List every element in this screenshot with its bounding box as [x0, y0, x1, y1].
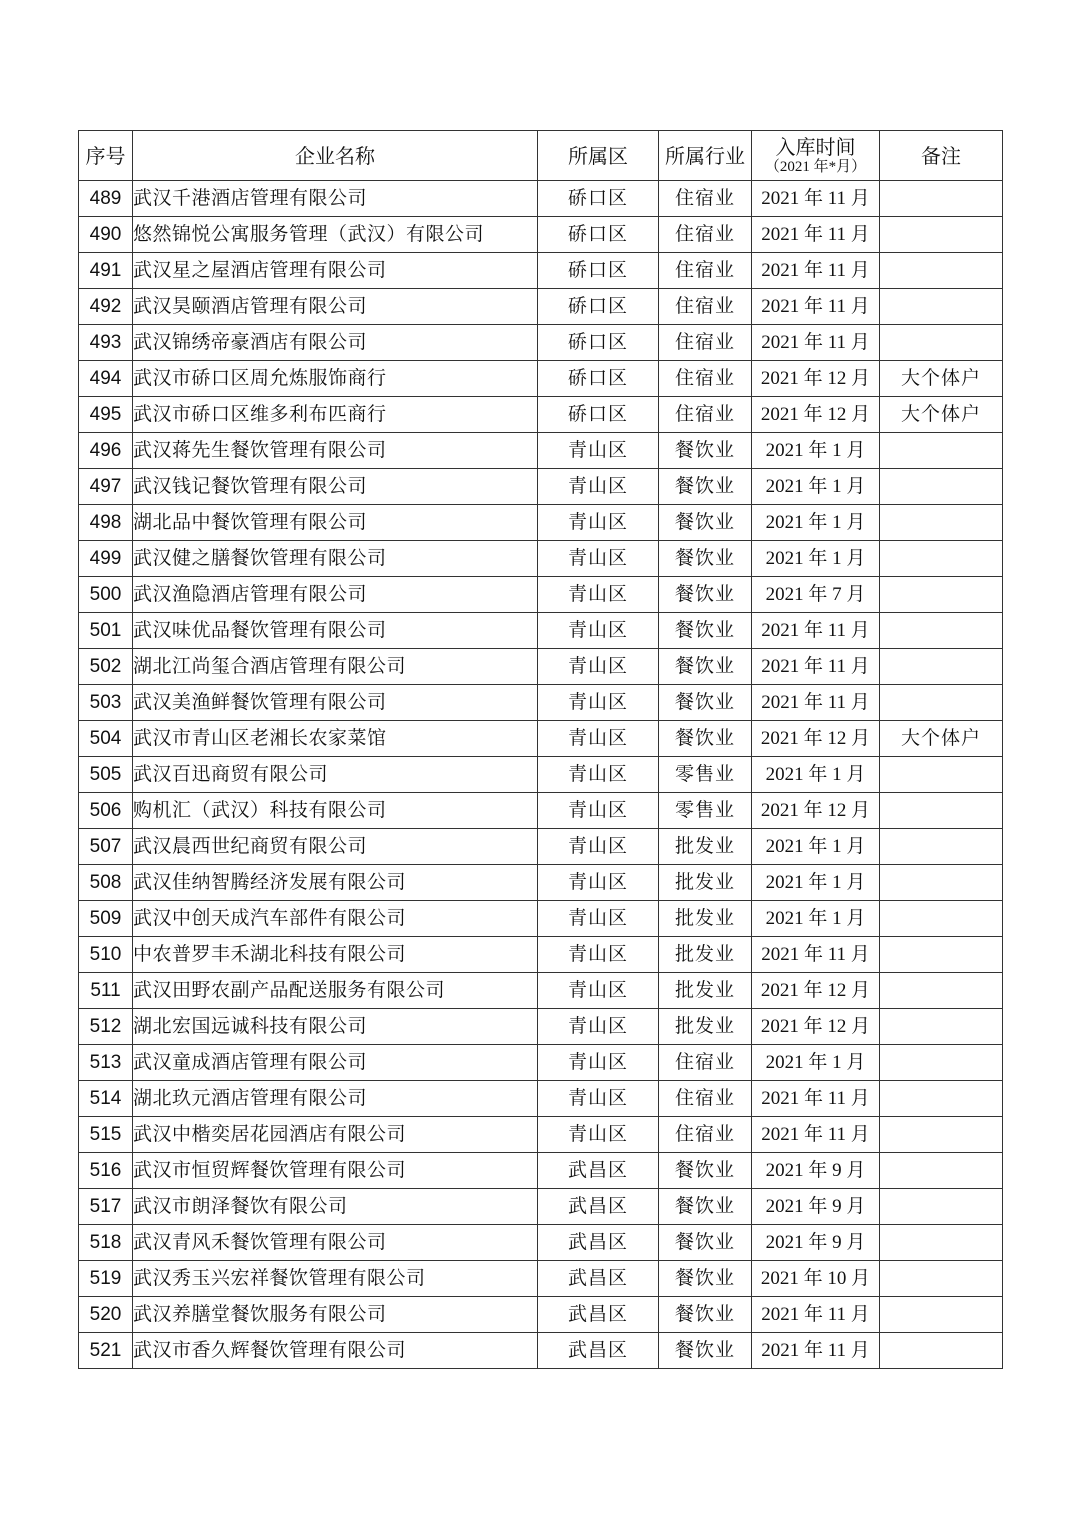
cell-industry: 批发业	[659, 901, 752, 937]
cell-district: 青山区	[538, 973, 659, 1009]
table-row	[79, 865, 1003, 901]
header-name: 企业名称	[133, 131, 538, 181]
cell-entry-time: 2021 年 11 月	[752, 181, 880, 217]
table-row	[79, 757, 1003, 793]
table-row	[79, 1153, 1003, 1189]
cell-note	[880, 973, 1003, 1009]
document-page	[78, 130, 1002, 1369]
cell-no: 496	[79, 433, 133, 469]
cell-no: 501	[79, 613, 133, 649]
cell-industry: 批发业	[659, 1009, 752, 1045]
cell-entry-time: 2021 年 12 月	[752, 361, 880, 397]
cell-enterprise-name: 购机汇（武汉）科技有限公司	[133, 793, 538, 829]
cell-no: 519	[79, 1261, 133, 1297]
cell-industry: 住宿业	[659, 1117, 752, 1153]
cell-district: 青山区	[538, 577, 659, 613]
cell-industry: 住宿业	[659, 289, 752, 325]
cell-entry-time: 2021 年 11 月	[752, 1333, 880, 1369]
cell-industry: 住宿业	[659, 253, 752, 289]
cell-enterprise-name: 武汉星之屋酒店管理有限公司	[133, 253, 538, 289]
table-row	[79, 289, 1003, 325]
cell-district: 硚口区	[538, 181, 659, 217]
cell-note	[880, 1153, 1003, 1189]
cell-industry: 餐饮业	[659, 541, 752, 577]
cell-no: 506	[79, 793, 133, 829]
table-row	[79, 1081, 1003, 1117]
cell-enterprise-name: 武汉青风禾餐饮管理有限公司	[133, 1225, 538, 1261]
cell-enterprise-name: 武汉市硚口区维多利布匹商行	[133, 397, 538, 433]
cell-industry: 餐饮业	[659, 721, 752, 757]
cell-industry: 住宿业	[659, 181, 752, 217]
cell-district: 硚口区	[538, 325, 659, 361]
cell-note	[880, 901, 1003, 937]
cell-note	[880, 505, 1003, 541]
cell-note	[880, 217, 1003, 253]
cell-industry: 餐饮业	[659, 577, 752, 613]
table-row	[79, 793, 1003, 829]
cell-no: 498	[79, 505, 133, 541]
cell-enterprise-name: 武汉养膳堂餐饮服务有限公司	[133, 1297, 538, 1333]
cell-enterprise-name: 武汉田野农副产品配送服务有限公司	[133, 973, 538, 1009]
cell-no: 503	[79, 685, 133, 721]
cell-enterprise-name: 武汉市青山区老湘长农家菜馆	[133, 721, 538, 757]
cell-entry-time: 2021 年 12 月	[752, 1009, 880, 1045]
cell-industry: 住宿业	[659, 361, 752, 397]
cell-no: 500	[79, 577, 133, 613]
table-row	[79, 721, 1003, 757]
cell-entry-time: 2021 年 1 月	[752, 757, 880, 793]
table-row	[79, 937, 1003, 973]
cell-industry: 餐饮业	[659, 1333, 752, 1369]
cell-industry: 餐饮业	[659, 1153, 752, 1189]
table-row	[79, 829, 1003, 865]
table-row	[79, 217, 1003, 253]
cell-entry-time: 2021 年 9 月	[752, 1189, 880, 1225]
cell-note	[880, 577, 1003, 613]
table-row	[79, 541, 1003, 577]
cell-no: 508	[79, 865, 133, 901]
cell-district: 硚口区	[538, 361, 659, 397]
cell-industry: 住宿业	[659, 1045, 752, 1081]
cell-no: 497	[79, 469, 133, 505]
cell-no: 520	[79, 1297, 133, 1333]
table-row	[79, 325, 1003, 361]
cell-no: 514	[79, 1081, 133, 1117]
cell-district: 武昌区	[538, 1225, 659, 1261]
cell-enterprise-name: 武汉市硚口区周允炼服饰商行	[133, 361, 538, 397]
cell-enterprise-name: 中农普罗丰禾湖北科技有限公司	[133, 937, 538, 973]
table-row	[79, 1333, 1003, 1369]
cell-no: 505	[79, 757, 133, 793]
cell-no: 489	[79, 181, 133, 217]
table-row	[79, 1189, 1003, 1225]
cell-note	[880, 829, 1003, 865]
cell-district: 硚口区	[538, 253, 659, 289]
cell-entry-time: 2021 年 1 月	[752, 865, 880, 901]
cell-industry: 批发业	[659, 973, 752, 1009]
header-no: 序号	[79, 131, 133, 181]
cell-industry: 餐饮业	[659, 1189, 752, 1225]
cell-enterprise-name: 武汉中创天成汽车部件有限公司	[133, 901, 538, 937]
cell-district: 青山区	[538, 721, 659, 757]
cell-note	[880, 181, 1003, 217]
cell-no: 494	[79, 361, 133, 397]
cell-no: 517	[79, 1189, 133, 1225]
header-industry: 所属行业	[659, 131, 752, 181]
cell-entry-time: 2021 年 1 月	[752, 901, 880, 937]
cell-entry-time: 2021 年 11 月	[752, 685, 880, 721]
cell-no: 493	[79, 325, 133, 361]
cell-no: 515	[79, 1117, 133, 1153]
cell-note	[880, 1297, 1003, 1333]
cell-no: 490	[79, 217, 133, 253]
table-row	[79, 397, 1003, 433]
cell-note	[880, 1117, 1003, 1153]
cell-enterprise-name: 湖北江尚玺合酒店管理有限公司	[133, 649, 538, 685]
cell-enterprise-name: 武汉昊颐酒店管理有限公司	[133, 289, 538, 325]
cell-note	[880, 757, 1003, 793]
cell-industry: 零售业	[659, 757, 752, 793]
cell-district: 青山区	[538, 829, 659, 865]
cell-note	[880, 1225, 1003, 1261]
cell-note	[880, 685, 1003, 721]
cell-district: 青山区	[538, 1009, 659, 1045]
cell-industry: 住宿业	[659, 397, 752, 433]
cell-enterprise-name: 湖北品中餐饮管理有限公司	[133, 505, 538, 541]
cell-entry-time: 2021 年 11 月	[752, 613, 880, 649]
cell-note	[880, 793, 1003, 829]
cell-industry: 批发业	[659, 937, 752, 973]
cell-district: 青山区	[538, 937, 659, 973]
cell-entry-time: 2021 年 12 月	[752, 721, 880, 757]
cell-entry-time: 2021 年 1 月	[752, 1045, 880, 1081]
cell-entry-time: 2021 年 9 月	[752, 1225, 880, 1261]
table-body	[79, 181, 1003, 1369]
cell-note	[880, 541, 1003, 577]
cell-note	[880, 433, 1003, 469]
cell-enterprise-name: 湖北玖元酒店管理有限公司	[133, 1081, 538, 1117]
cell-enterprise-name: 武汉蒋先生餐饮管理有限公司	[133, 433, 538, 469]
table-row	[79, 685, 1003, 721]
cell-entry-time: 2021 年 12 月	[752, 397, 880, 433]
cell-entry-time: 2021 年 11 月	[752, 217, 880, 253]
table-row	[79, 1261, 1003, 1297]
cell-district: 硚口区	[538, 397, 659, 433]
cell-entry-time: 2021 年 11 月	[752, 289, 880, 325]
cell-district: 青山区	[538, 433, 659, 469]
cell-entry-time: 2021 年 7 月	[752, 577, 880, 613]
cell-enterprise-name: 武汉秀玉兴宏祥餐饮管理有限公司	[133, 1261, 538, 1297]
cell-district: 青山区	[538, 865, 659, 901]
cell-no: 516	[79, 1153, 133, 1189]
cell-note	[880, 253, 1003, 289]
cell-note	[880, 613, 1003, 649]
cell-no: 511	[79, 973, 133, 1009]
cell-note	[880, 469, 1003, 505]
cell-entry-time: 2021 年 1 月	[752, 433, 880, 469]
cell-entry-time: 2021 年 9 月	[752, 1153, 880, 1189]
cell-entry-time: 2021 年 11 月	[752, 253, 880, 289]
cell-district: 青山区	[538, 613, 659, 649]
cell-note	[880, 937, 1003, 973]
table-row	[79, 469, 1003, 505]
cell-industry: 餐饮业	[659, 649, 752, 685]
cell-enterprise-name: 武汉市恒贸辉餐饮管理有限公司	[133, 1153, 538, 1189]
cell-district: 武昌区	[538, 1297, 659, 1333]
cell-enterprise-name: 武汉健之膳餐饮管理有限公司	[133, 541, 538, 577]
cell-entry-time: 2021 年 10 月	[752, 1261, 880, 1297]
cell-no: 509	[79, 901, 133, 937]
cell-entry-time: 2021 年 11 月	[752, 1081, 880, 1117]
cell-note	[880, 325, 1003, 361]
header-time-sub: （2021 年*月）	[764, 158, 867, 175]
cell-industry: 餐饮业	[659, 1225, 752, 1261]
cell-district: 青山区	[538, 793, 659, 829]
header-district: 所属区	[538, 131, 659, 181]
cell-industry: 餐饮业	[659, 613, 752, 649]
cell-industry: 批发业	[659, 829, 752, 865]
cell-district: 青山区	[538, 757, 659, 793]
table-row	[79, 253, 1003, 289]
cell-enterprise-name: 武汉渔隐酒店管理有限公司	[133, 577, 538, 613]
enterprise-table	[78, 130, 1003, 1369]
cell-enterprise-name: 武汉千港酒店管理有限公司	[133, 181, 538, 217]
cell-no: 512	[79, 1009, 133, 1045]
cell-no: 499	[79, 541, 133, 577]
cell-district: 青山区	[538, 1117, 659, 1153]
cell-note	[880, 1333, 1003, 1369]
cell-note	[880, 1261, 1003, 1297]
table-row	[79, 577, 1003, 613]
cell-entry-time: 2021 年 11 月	[752, 649, 880, 685]
cell-note: 大个体户	[880, 397, 1003, 433]
cell-enterprise-name: 武汉童成酒店管理有限公司	[133, 1045, 538, 1081]
cell-note	[880, 1009, 1003, 1045]
cell-note: 大个体户	[880, 361, 1003, 397]
header-time	[752, 131, 880, 181]
cell-no: 504	[79, 721, 133, 757]
cell-entry-time: 2021 年 1 月	[752, 469, 880, 505]
table-row	[79, 1009, 1003, 1045]
cell-enterprise-name: 武汉中楷奕居花园酒店有限公司	[133, 1117, 538, 1153]
cell-enterprise-name: 武汉市香久辉餐饮管理有限公司	[133, 1333, 538, 1369]
cell-industry: 餐饮业	[659, 685, 752, 721]
header-time-main: 入库时间	[775, 134, 856, 159]
cell-district: 武昌区	[538, 1153, 659, 1189]
cell-entry-time: 2021 年 11 月	[752, 1117, 880, 1153]
table-row	[79, 505, 1003, 541]
table-row	[79, 1297, 1003, 1333]
cell-district: 青山区	[538, 1081, 659, 1117]
cell-district: 武昌区	[538, 1333, 659, 1369]
cell-no: 510	[79, 937, 133, 973]
cell-enterprise-name: 武汉味优品餐饮管理有限公司	[133, 613, 538, 649]
table-row	[79, 973, 1003, 1009]
cell-district: 青山区	[538, 649, 659, 685]
cell-industry: 住宿业	[659, 1081, 752, 1117]
cell-enterprise-name: 武汉佳纳智腾经济发展有限公司	[133, 865, 538, 901]
cell-note	[880, 1045, 1003, 1081]
cell-no: 495	[79, 397, 133, 433]
cell-industry: 住宿业	[659, 325, 752, 361]
cell-no: 518	[79, 1225, 133, 1261]
cell-entry-time: 2021 年 12 月	[752, 973, 880, 1009]
cell-entry-time: 2021 年 11 月	[752, 1297, 880, 1333]
cell-industry: 批发业	[659, 865, 752, 901]
cell-no: 491	[79, 253, 133, 289]
table-row	[79, 1045, 1003, 1081]
cell-industry: 餐饮业	[659, 469, 752, 505]
cell-industry: 餐饮业	[659, 433, 752, 469]
cell-entry-time: 2021 年 11 月	[752, 325, 880, 361]
cell-entry-time: 2021 年 1 月	[752, 829, 880, 865]
cell-district: 青山区	[538, 685, 659, 721]
table-row	[79, 181, 1003, 217]
cell-note	[880, 865, 1003, 901]
cell-industry: 餐饮业	[659, 1297, 752, 1333]
cell-note	[880, 1081, 1003, 1117]
cell-enterprise-name: 武汉百迅商贸有限公司	[133, 757, 538, 793]
table-row	[79, 649, 1003, 685]
table-row	[79, 1225, 1003, 1261]
table-row	[79, 901, 1003, 937]
cell-no: 513	[79, 1045, 133, 1081]
cell-enterprise-name: 武汉锦绣帝豪酒店有限公司	[133, 325, 538, 361]
table-row	[79, 1117, 1003, 1153]
cell-no: 521	[79, 1333, 133, 1369]
cell-note	[880, 1189, 1003, 1225]
cell-enterprise-name: 武汉晨西世纪商贸有限公司	[133, 829, 538, 865]
cell-note	[880, 289, 1003, 325]
table-row	[79, 361, 1003, 397]
cell-entry-time: 2021 年 11 月	[752, 937, 880, 973]
cell-district: 硚口区	[538, 217, 659, 253]
table-row	[79, 613, 1003, 649]
cell-industry: 餐饮业	[659, 505, 752, 541]
cell-entry-time: 2021 年 1 月	[752, 541, 880, 577]
cell-no: 502	[79, 649, 133, 685]
cell-district: 青山区	[538, 505, 659, 541]
cell-district: 青山区	[538, 901, 659, 937]
cell-enterprise-name: 悠然锦悦公寓服务管理（武汉）有限公司	[133, 217, 538, 253]
cell-district: 青山区	[538, 541, 659, 577]
cell-enterprise-name: 湖北宏国远诚科技有限公司	[133, 1009, 538, 1045]
cell-district: 青山区	[538, 469, 659, 505]
cell-entry-time: 2021 年 12 月	[752, 793, 880, 829]
table-row	[79, 433, 1003, 469]
cell-no: 492	[79, 289, 133, 325]
header-note: 备注	[880, 131, 1003, 181]
cell-industry: 住宿业	[659, 217, 752, 253]
cell-note	[880, 649, 1003, 685]
cell-district: 武昌区	[538, 1189, 659, 1225]
table-header-row	[79, 131, 1003, 181]
cell-enterprise-name: 武汉美渔鲜餐饮管理有限公司	[133, 685, 538, 721]
cell-district: 硚口区	[538, 289, 659, 325]
cell-entry-time: 2021 年 1 月	[752, 505, 880, 541]
cell-industry: 餐饮业	[659, 1261, 752, 1297]
cell-no: 507	[79, 829, 133, 865]
cell-industry: 零售业	[659, 793, 752, 829]
cell-enterprise-name: 武汉钱记餐饮管理有限公司	[133, 469, 538, 505]
cell-district: 武昌区	[538, 1261, 659, 1297]
cell-note: 大个体户	[880, 721, 1003, 757]
cell-district: 青山区	[538, 1045, 659, 1081]
cell-enterprise-name: 武汉市朗泽餐饮有限公司	[133, 1189, 538, 1225]
